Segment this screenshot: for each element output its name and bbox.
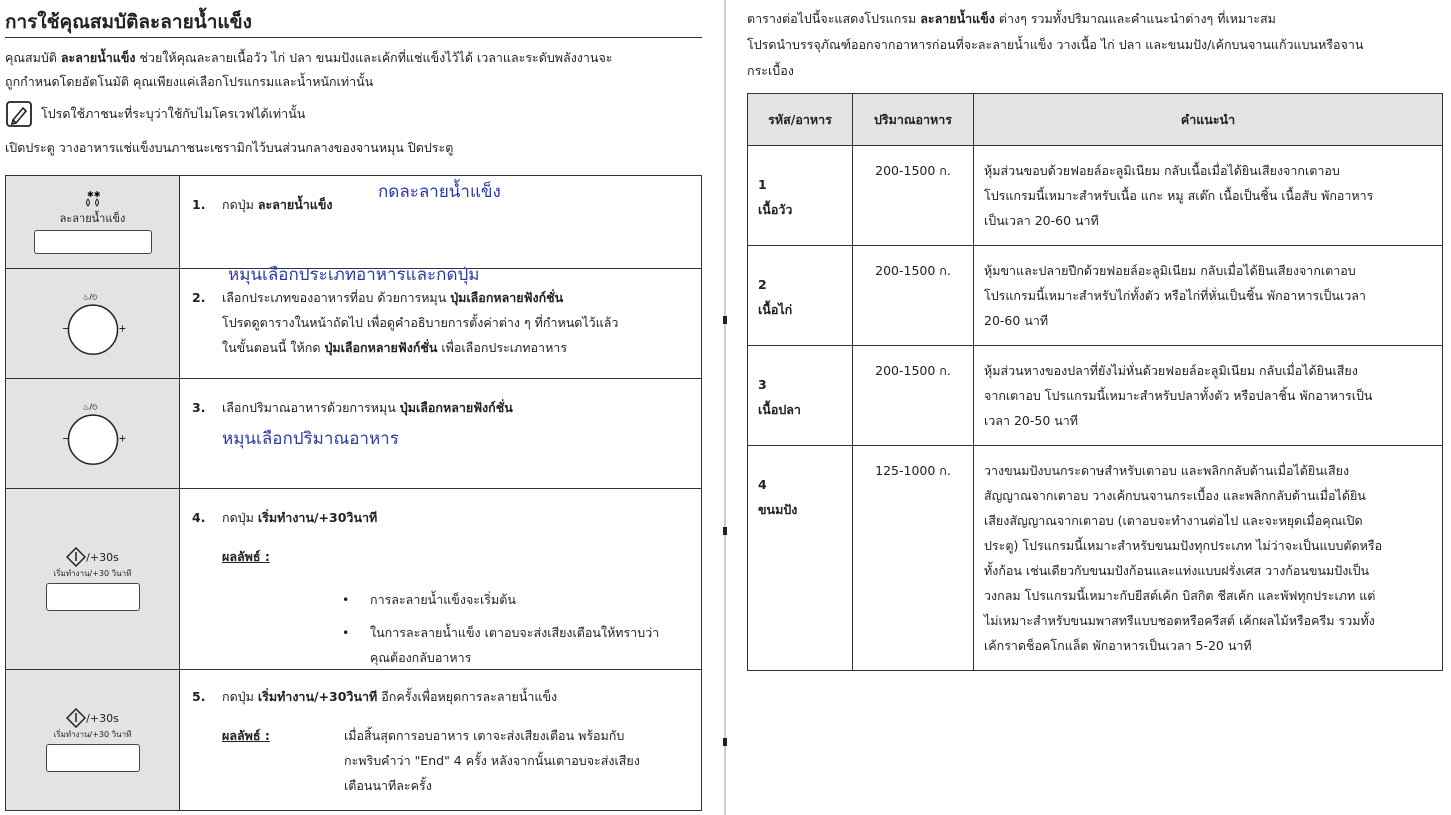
handwritten-note-1: กดละลายน้ำแข็ง — [378, 182, 501, 202]
svg-text:+: + — [117, 433, 126, 445]
table-row — [748, 246, 1443, 346]
step-5-result-text: เมื่อสิ้นสุดการอบอาหาร เตาจะส่งเสียงเตือน พร้อมกับ กะพริบคำว่า "End" 4 ครั้ง หลังจากนั้นเตาอบจะส่งเสียง เตือนนาทีละครั้ง — [344, 728, 640, 793]
steps-table — [5, 175, 702, 811]
guide-cell: หุ้มส่วนขอบด้วยฟอยล์อะลูมิเนียม กลับเนื้อเมื่อได้ยินเสียงจากเตาอบ โปรแกรมนี้เหมาะสำหรับเนื้อ แกะ หมู สเต๊ก เนื้อเป็นชิ้น เนื้อสับ พักอาหาร เป็นเวลา 20-60 นาที — [974, 146, 1443, 246]
guide-cell: หุ้มขาและปลายปีกด้วยฟอยล์อะลูมิเนียม กลับเมื่อได้ยินเสียงจากเตาอบ โปรแกรมนี้เหมาะสำหรับไก่ทั้งตัว หรือไก่ที่หั่นเป็นชิ้น พักอาหารเป็นเวลา 20-60 นาที — [974, 246, 1443, 346]
handwritten-note-3: หมุนเลือกปริมาณอาหาร — [222, 429, 399, 449]
amount-cell: 200-1500 ก. — [853, 146, 974, 246]
divider-mark — [723, 738, 727, 746]
multifunction-dial-icon — [60, 401, 126, 467]
table-row — [748, 146, 1443, 246]
defrost-button — [34, 230, 152, 254]
step-2: ♨/⏲ − + หมุนเลือกประเภทอาหารและกดปุ่ม 2. เลือกประเภทของอาหารที่อบ ด้วยการหมุน ปุ่มเลือกหลายฟังก์ชั่น โปรดดูตารางในหน้าถัดไป เพื่อดูคำอธิบายการตั้งค่าต่าง ๆ ที่กำหนดไว้แล้ว ในขั้นตอนนี้ ให้กด ปุ่มเลือกหลายฟังก์ชั่น เพื่อเลือกประเภทอาหาร — [6, 269, 701, 379]
table-header-row — [748, 94, 1443, 146]
handwritten-note-2: หมุนเลือกประเภทอาหารและกดปุ่ม — [228, 265, 480, 285]
right-column — [747, 0, 1443, 653]
amount-cell: 200-1500 ก. — [853, 346, 974, 446]
column-header: คำแนะนำ — [974, 94, 1443, 146]
step-5: /+30s เริ่มทำงาน/+30 วินาที 5. กดปุ่ม เริ่มทำงาน/+30วินาที อีกครั้งเพื่อหยุดการละลายน้ำแข็ง ผลลัพธ์ : เมื่อสิ้นสุดการอบอาหาร เตาจะส่งเสียงเตือน พร้อมกับ กะพริบคำว่า "End" 4 ครั้ง หลังจากนั้นเตาอบจะส่งเสียง เตือนนาทีละครั้ง — [6, 670, 701, 810]
program-code-cell: 2 เนื้อไก่ — [748, 246, 853, 346]
step-5-illustration: /+30s เริ่มทำงาน/+30 วินาที — [6, 670, 180, 810]
start-diamond-icon — [66, 547, 86, 567]
start-button — [46, 583, 140, 611]
start-diamond-icon — [66, 708, 86, 728]
divider-mark — [723, 527, 727, 535]
step-3-illustration — [6, 379, 180, 488]
step-1-illustration — [6, 176, 180, 268]
note-text: โปรดใช้ภาชนะที่ระบุว่าใช้กับไมโครเวฟได้เท่านั้น — [41, 106, 306, 121]
note-pencil-icon — [5, 100, 33, 128]
step-4: /+30s เริ่มทำงาน/+30 วินาที 4. กดปุ่ม เริ่มทำงาน/+30วินาที ผลลัพธ์ : • การละลายน้ำแข็งจะเริ่มต้น • ในการละลายน้ำแข็ง เตาอบจะส่งเสียงเตือนให้ทราบว่า คุณต้องกลับอาหาร — [6, 489, 701, 670]
amount-cell: 125-1000 ก. — [853, 446, 974, 671]
svg-text:−: − — [61, 433, 70, 445]
step-1: ✱✱ ละลายน้ำแข็ง 1. กดปุ่ม ละลายน้ำแข็ง กดละลายน้ำแข็ง — [6, 176, 701, 269]
step-4-results: • การละลายน้ำแข็งจะเริ่มต้น • ในการละลายน้ำแข็ง เตาอบจะส่งเสียงเตือนให้ทราบว่า คุณต้องกลับอาหาร — [342, 587, 689, 670]
result-label: ผลลัพธ์ : — [222, 549, 270, 564]
guide-cell: วางขนมปังบนกระดาษสำหรับเตาอบ และพลิกกลับด้านเมื่อได้ยินเสียง สัญญาณจากเตาอบ วางเค้กบนจานกระเบื้อง และพลิกกลับด้านเมื่อได้ยิน เสียงสัญญาณจากเตาอบ (เตาอบจะทำงานต่อไป และจะหยุดเมื่อคุณเปิด ประตู) โปรแกรมนี้เหมาะสำหรับขนมปังทุกประเภท ไม่ว่าจะเป็นแบบตัดหรือ ทั้งก้อน เช่นเดียวกับขนมปังก้อนและแท่งแบบฝรั่งเศส วางก้อนขนมปังเป็น วงกลม โปรแกรมนี้เหมาะกับยีสต์เค้ก บิสกิต ชีสเค้ก และพัฟทุกประเภท แต่ ไม่เหมาะสำหรับขนมพาสทรีแบบชอตหรือครีสต์ เค้กผลไม้หรือครีม รวมทั้ง เค้กราดช็อคโกแล็ต พักอาหารเป็นเวลา 5-20 นาที — [974, 446, 1443, 671]
svg-text:♨/⏲: ♨/⏲ — [82, 401, 98, 411]
result-label: ผลลัพธ์ : — [222, 728, 270, 743]
column-divider — [724, 0, 726, 815]
left-column — [5, 0, 702, 158]
program-code-cell: 3 เนื้อปลา — [748, 346, 853, 446]
column-header: รหัส/อาหาร — [748, 94, 853, 146]
svg-text:−: − — [61, 323, 70, 335]
page-title: การใช้คุณสมบัติละลายน้ำแข็ง — [5, 11, 252, 33]
note — [5, 100, 702, 128]
intro-paragraph: คุณสมบัติ ละลายน้ำแข็ง ช่วยให้คุณละลายเนื้อวัว ไก่ ปลา ขนมปังและเค้กที่แช่แข็งไว้ได้ เวลาและระดับพลังงานจะ ถูกกำหนดโดยอัตโนมัติ คุณเพียงแค่เลือกโปรแกรมและน้ำหนักเท่านั้น — [5, 50, 613, 89]
svg-text:✱✱: ✱✱ — [86, 190, 100, 199]
defrost-program-table — [747, 93, 1443, 671]
open-door-instruction: เปิดประตู วางอาหารแช่แข็งบนภาชนะเซรามิกไว้บนส่วนกลางของจานหมุน ปิดประตู — [5, 140, 454, 155]
step-3: ♨/⏲ − + 3. เลือกปริมาณอาหารด้วยการหมุน ปุ่มเลือกหลายฟังก์ชั่น หมุนเลือกปริมาณอาหาร — [6, 379, 701, 489]
svg-text:♨/⏲: ♨/⏲ — [82, 291, 98, 301]
step-2-illustration — [6, 269, 180, 378]
start-button — [46, 744, 140, 772]
table-intro: ตารางต่อไปนี้จะแสดงโปรแกรม ละลายน้ำแข็ง ต่างๆ รวมทั้งปริมาณและคำแนะนำต่างๆ ที่เหมาะสม โปรดนำบรรจุภัณฑ์ออกจากอาหารก่อนที่จะละลายน้ำแข็ง วางเนื้อ ไก่ ปลา และขนมปัง/เค้กบนจานแก้วแบนหรือจาน กระเบื้อง — [747, 11, 1364, 78]
svg-text:+: + — [117, 323, 126, 335]
guide-cell: หุ้มส่วนหางของปลาที่ยังไม่หั่นด้วยฟอยล์อะลูมิเนียม กลับเมื่อได้ยินเสียง จากเตาอบ โปรแกรมนี้เหมาะสำหรับปลาทั้งตัว หรือปลาชิ้น พักอาหารเป็น เวลา 20-50 นาที — [974, 346, 1443, 446]
defrost-drops-icon — [82, 190, 104, 208]
program-code-cell: 1 เนื้อวัว — [748, 146, 853, 246]
defrost-button-label: ละลายน้ำแข็ง — [59, 212, 126, 225]
multifunction-dial-icon — [60, 291, 126, 357]
amount-cell: 200-1500 ก. — [853, 246, 974, 346]
step-4-illustration: /+30s เริ่มทำงาน/+30 วินาที — [6, 489, 180, 669]
divider-mark — [723, 316, 727, 324]
table-row — [748, 346, 1443, 446]
table-row — [748, 446, 1443, 671]
title-divider — [5, 37, 702, 38]
column-header: ปริมาณอาหาร — [853, 94, 974, 146]
program-code-cell: 4 ขนมปัง — [748, 446, 853, 671]
